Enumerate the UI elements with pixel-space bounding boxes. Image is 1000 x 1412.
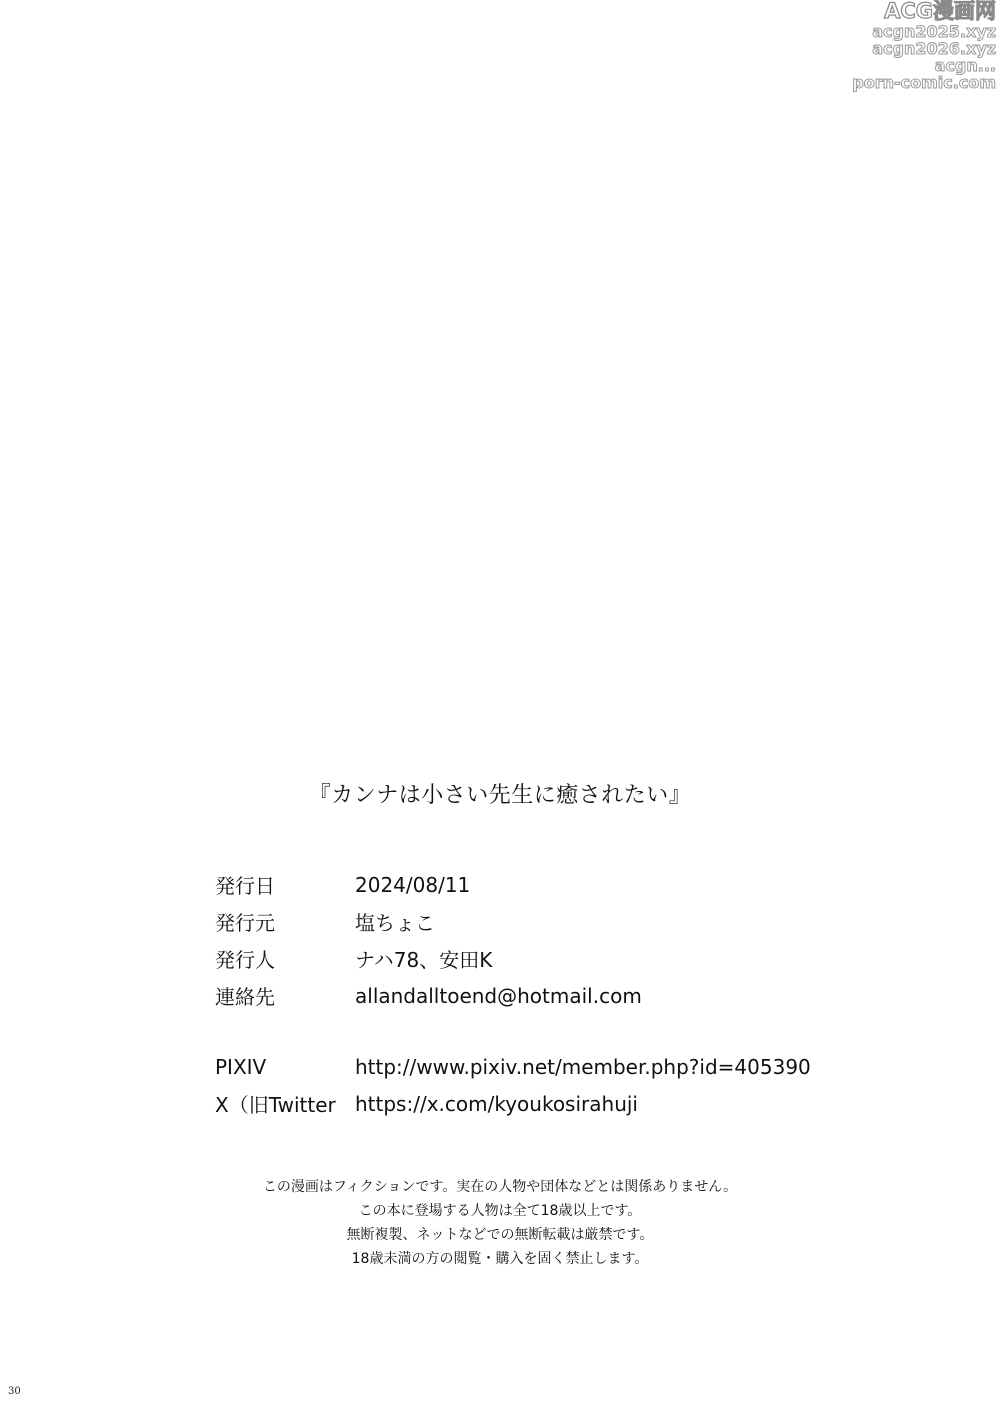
x-url: https://x.com/kyoukosirahuji: [355, 1091, 638, 1116]
watermark-site: acgn...: [934, 56, 996, 75]
watermark-site: acgn2025.xyz: [872, 22, 996, 41]
notice-line: 無断複製、ネットなどでの無断転載は厳禁です。: [346, 1227, 654, 1243]
notice-line: この本に登場する人物は全て18歳以上です。: [358, 1203, 642, 1219]
colophon-row-publish-date: [215, 866, 855, 903]
colophon-label: X（旧Twitter: [215, 1093, 336, 1117]
colophon: [215, 866, 855, 1122]
watermark-site: acgn2026.xyz: [872, 39, 996, 58]
pixiv-url: http://www.pixiv.net/member.php?id=405390: [355, 1054, 811, 1079]
colophon-label: 連絡先: [215, 985, 275, 1009]
colophon-value: ナハ78、安田K: [355, 948, 493, 972]
colophon-value: 塩ちょこ: [355, 911, 435, 935]
colophon-row-pixiv: [215, 1048, 855, 1085]
colophon-value: 2024/08/11: [355, 872, 471, 897]
contact-email: allandalltoend@hotmail.com: [355, 983, 642, 1008]
colophon-row-publisher: [215, 903, 855, 940]
colophon-row-x: [215, 1085, 855, 1122]
legal-notice: [0, 1175, 1000, 1271]
colophon-label: 発行日: [215, 874, 275, 898]
notice-line: この漫画はフィクションです。実在の人物や団体などとは関係ありません。: [262, 1179, 738, 1195]
watermark-site: porn-comic.com: [852, 73, 996, 92]
colophon-row-contact: [215, 977, 855, 1014]
watermark: [846, 0, 996, 91]
watermark-brand: ACG漫画网: [884, 0, 996, 23]
colophon-row-issuer: [215, 940, 855, 977]
book-title: 『カンナは小さい先生に癒されたい』: [308, 783, 692, 808]
notice-line: 18歳未満の方の閲覧・購入を固く禁止します。: [351, 1251, 649, 1267]
colophon-label: 発行元: [215, 911, 275, 935]
page-number: 30: [8, 1386, 21, 1397]
colophon-label: PIXIV: [215, 1054, 267, 1079]
colophon-gap: [215, 1014, 855, 1048]
colophon-label: 発行人: [215, 948, 275, 972]
